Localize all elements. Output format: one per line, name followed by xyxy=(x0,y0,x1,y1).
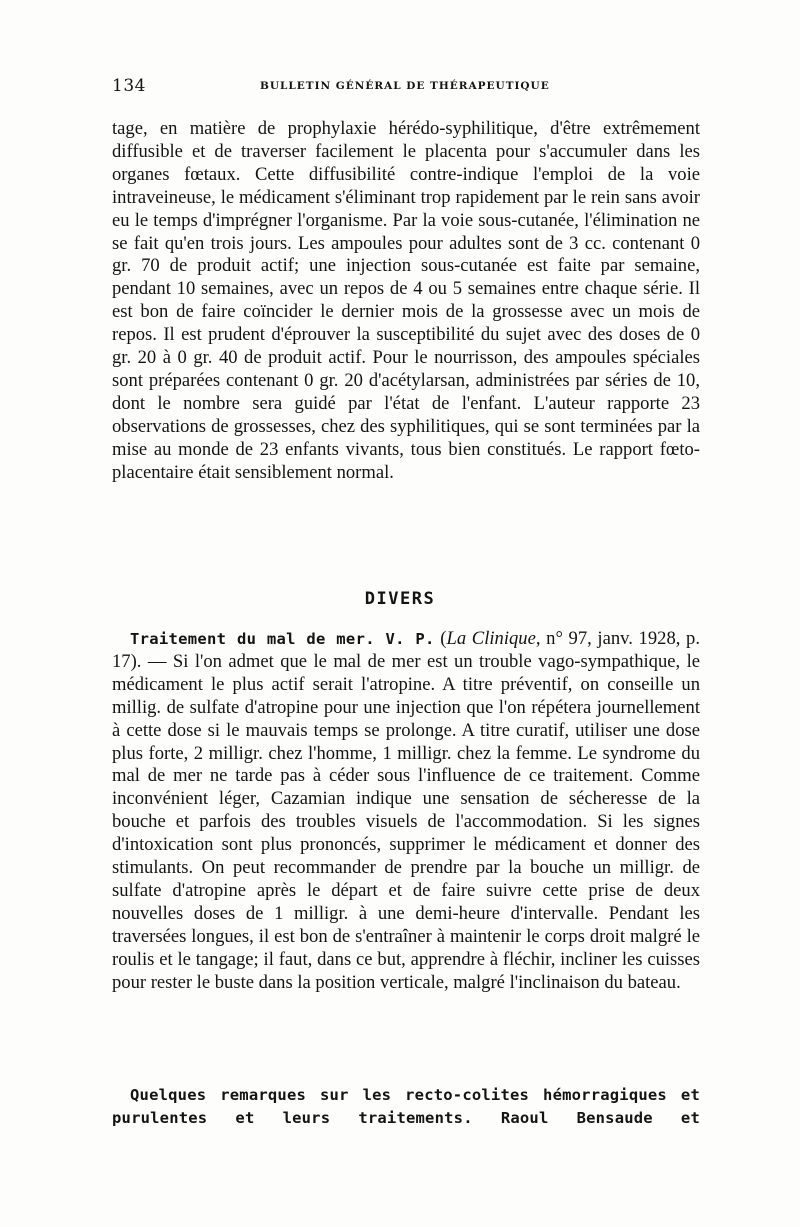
running-title: BULLETIN GÉNÉRAL DE THÉRAPEUTIQUE xyxy=(260,80,550,92)
continued-paragraph-block xyxy=(112,118,700,485)
section-heading: DIVERS xyxy=(364,589,436,609)
article-source-journal: La Clinique xyxy=(446,628,536,649)
article-source-open: ( xyxy=(434,628,447,649)
article-title: Traitement du mal de mer. V. P. xyxy=(130,630,435,648)
article-block xyxy=(112,628,700,995)
continued-paragraph: tage, en matière de prophylaxie hérédo-syphilitique, d'être extrêmement diffusible et de traverser facilement le placenta pour s'accumuler dans les organes fœtaux. Cette diffusibilité contre-indique l'emploi de la voie intraveineuse, le médicament s'éliminant trop rapidement par le rein sans avoir eu le temps d'imprégner l'organisme. Par la voie sous-cutanée, l'élimination ne se fait qu'en trois jours. Les ampoules pour adultes sont de 3 cc. contenant 0 gr. 70 de produit actif; une injection sous-cutanée est faite par semaine, pendant 10 semaines, avec un repos de 4 ou 5 semaines entre chaque série. Il est bon de faire coïncider le dernier mois de la grossesse avec un mois de repos. Il est prudent d'éprouver la susceptibilité du sujet avec des doses de 0 gr. 20 à 0 gr. 40 de produit actif. Pour le nourrisson, des ampoules spéciales sont préparées contenant 0 gr. 20 d'acétylarsan, administrées par séries de 10, dont le nombre sera guidé par l'état de l'enfant. L'auteur rapporte 23 observations de grossesses, chez des syphilitiques, qui se sont terminées par la mise au monde de 23 enfants vivants, tous bien constitués. Le rapport fœto-placentaire était sensiblement normal. xyxy=(112,118,700,483)
next-article-title: Quelques remarques sur les recto-colites hémorragiques et purulentes et leurs traitements. Raoul Bensaude et xyxy=(112,1086,700,1127)
next-article-block xyxy=(112,1084,700,1130)
page-number: 134 xyxy=(112,76,146,96)
article-body: Si l'on admet que le mal de mer est un trouble vago-sympathique, le médicament le plus actif serait l'atropine. A titre préventif, on conseille un millig. de sulfate d'atropine pour une injection que l'on répétera journellement à cette dose si le mauvais temps se prolonge. A titre curatif, utiliser une dose plus forte, 2 milligr. chez l'homme, 1 milligr. chez la femme. Le syndrome du mal de mer ne tarde pas à céder sous l'influence de ce traitement. Comme inconvénient léger, Cazamian indique une sensation de sécheresse de la bouche et parfois des troubles visuels de l'accommodation. Si les signes d'intoxication sont plus prononcés, supprimer le médicament et donner des stimulants. On peut recommander de prendre par la bouche un milligr. de sulfate d'atropine après le départ et de faire suivre cette prise de deux nouvelles doses de 1 milligr. à une demi-heure d'intervalle. Pendant les traversées longues, il est bon de s'entraîner à maintenir le corps droit malgré le roulis et le tangage; il faut, dans ce but, apprendre à fléchir, incliner les cuisses pour rester le buste dans la position verticale, malgré l'inclinaison du bateau. xyxy=(112,650,700,993)
article-paragraph xyxy=(112,628,700,995)
article-source-rest: , n° 97, janv. 1928, p. 17). — xyxy=(112,628,700,672)
page-header xyxy=(112,76,700,98)
